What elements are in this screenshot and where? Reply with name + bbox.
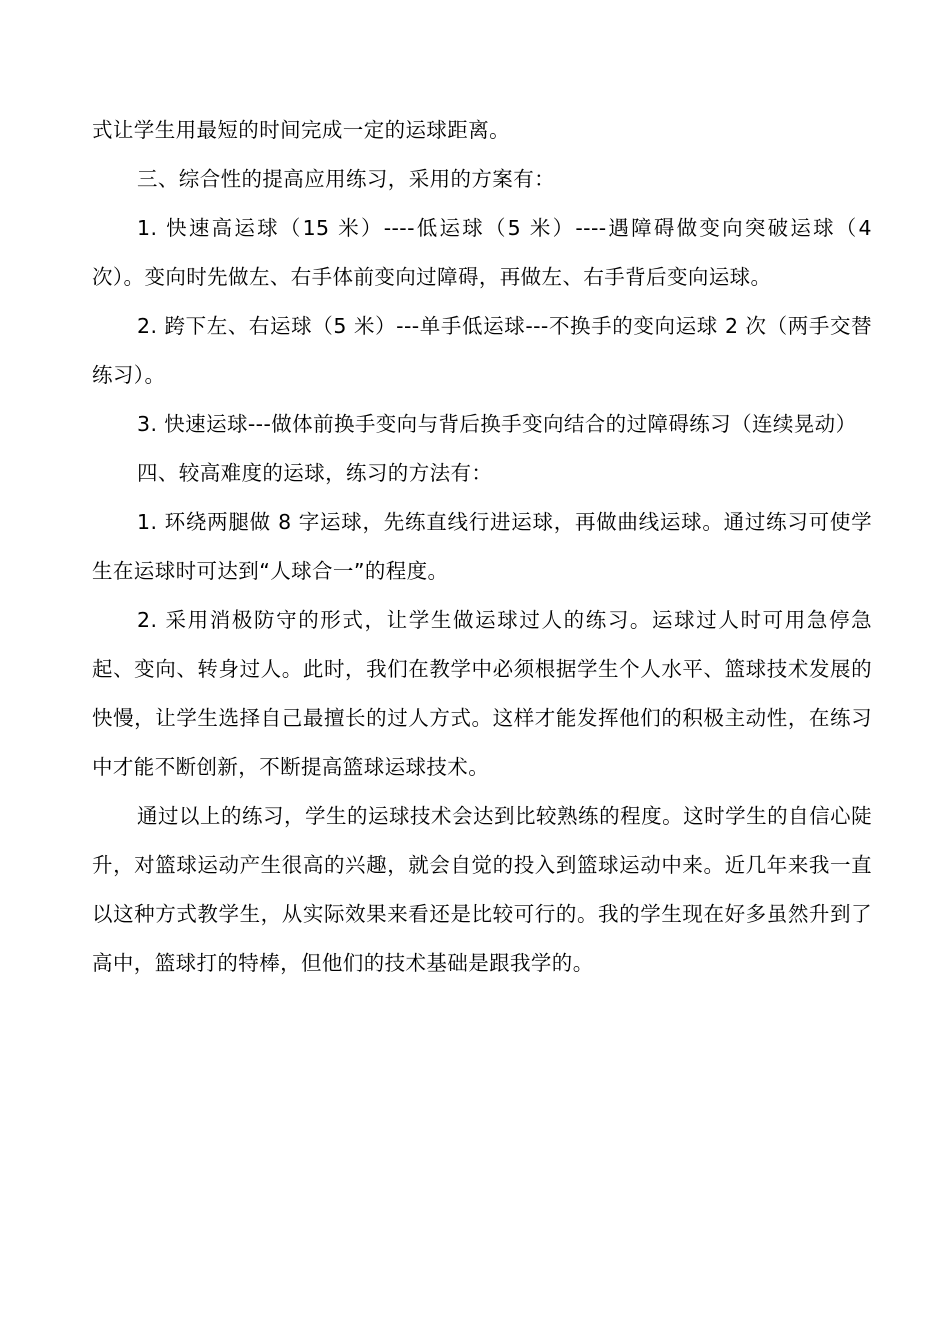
document-body (92, 106, 872, 988)
paragraph-item-4-1: 1. 环绕两腿做 8 字运球，先练直线行进运球，再做曲线运球。通过练习可使学生在运球时可达到“人球合一”的程度。 (92, 510, 872, 583)
paragraph-conclusion: 通过以上的练习，学生的运球技术会达到比较熟练的程度。这时学生的自信心陡升，对篮球运动产生很高的兴趣，就会自觉的投入到篮球运动中来。近几年来我一直以这种方式教学生，从实际效果来看还是比较可行的。我的学生现在好多虽然升到了高中，篮球打的特棒，但他们的技术基础是跟我学的。 (92, 804, 872, 975)
paragraph-item-3-1: 1. 快速高运球（15 米）----低运球（5 米）----遇障碍做变向突破运球（4 次）。变向时先做左、右手体前变向过障碍，再做左、右手背后变向运球。 (92, 216, 872, 289)
paragraph-item-4-2: 2. 采用消极防守的形式，让学生做运球过人的练习。运球过人时可用急停急起、变向、转身过人。此时，我们在教学中必须根据学生个人水平、篮球技术发展的快慢，让学生选择自己最擅长的过人方式。这样才能发挥他们的积极主动性，在练习中才能不断创新，不断提高篮球运球技术。 (92, 608, 872, 779)
paragraph-item-3-2: 2. 跨下左、右运球（5 米）---单手低运球---不换手的变向运球 2 次（两手交替练习）。 (92, 314, 872, 387)
section-heading-four: 四、较高难度的运球，练习的方法有： (137, 461, 493, 485)
paragraph-item-3-3: 3. 快速运球---做体前换手变向与背后换手变向结合的过障碍练习（连续晃动） (137, 412, 857, 436)
paragraph-continuation: 式让学生用最短的时间完成一定的运球距离。 (92, 118, 510, 142)
section-heading-three: 三、综合性的提高应用练习，采用的方案有： (137, 167, 555, 191)
